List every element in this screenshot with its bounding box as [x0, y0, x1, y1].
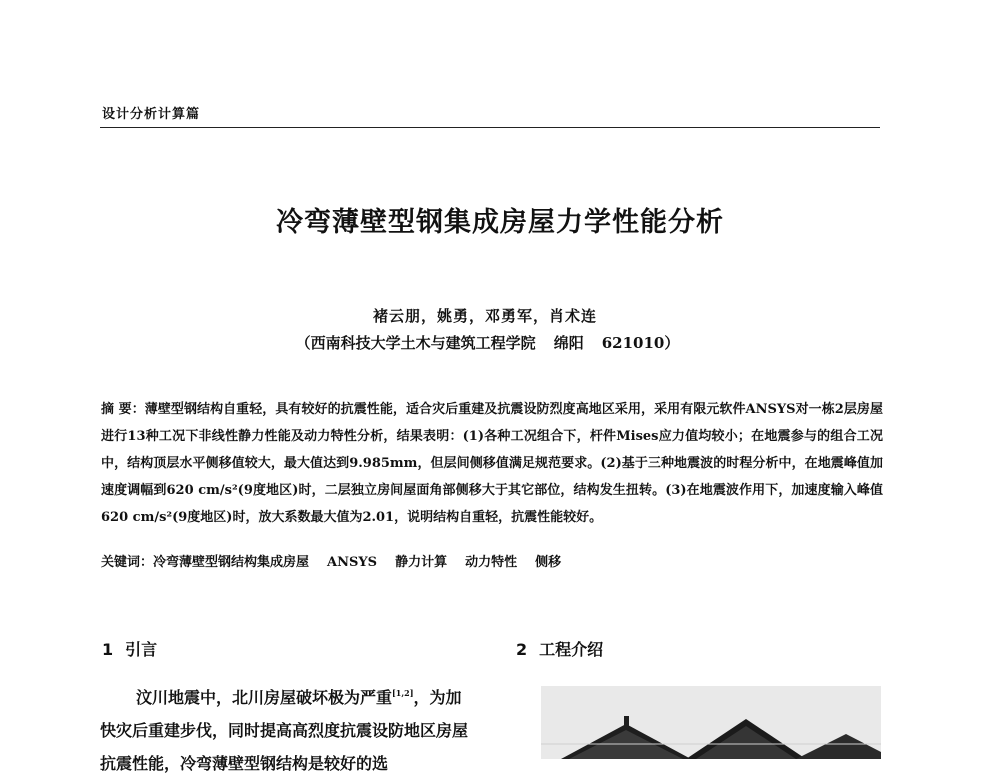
intro-paragraph	[100, 677, 472, 780]
affiliation-close-paren: ）	[664, 334, 680, 352]
running-head: 设计分析计算篇	[102, 107, 201, 122]
affiliation-zip: 621010	[601, 334, 665, 352]
citation-marker: [1,2]	[392, 688, 414, 698]
keyword-item: 动力特性	[465, 555, 518, 570]
keyword-item: 静力计算	[395, 555, 448, 570]
header-rule	[100, 127, 880, 128]
keyword-item: ANSYS	[327, 555, 378, 570]
paper-title: 冷弯薄壁型钢集成房屋力学性能分析	[276, 207, 724, 238]
abstract-text: 薄壁型钢结构自重轻，具有较好的抗震性能，适合灾后重建及抗震设防烈度高地区采用，采用有限元软件ANSYS对一栋2层房屋进行13种工况下非线性静力性能及动力特性分析，结果表明：(1)各种工况组合下，杆件Mises应力值均较小；在地震参与的组合工况中，结构顶层水平侧移值较大，最大值达到9.985mm，但层间侧移值满足规范要求。(2)基于三种地震波的时程分析中，在地震峰值加速度调幅到620 cm/s²(9度地区)时，二层独立房间屋面角部侧移大于其它部位，结构发生扭转。(3)在地震波作用下，加速度输入峰值620 cm/s²(9度地区)时，放大系数最大值为2.01，说明结构自重轻，抗震性能较好。	[101, 402, 883, 525]
intro-text-part2: ，为加快灾后重建步伐，同时提高高烈度抗震设防地区房屋抗震性能，冷弯薄壁型钢结构是较好的选	[100, 688, 469, 773]
author-list: 褚云朋，姚勇，邓勇军，肖术连	[372, 307, 597, 325]
section-heading-introduction	[102, 637, 157, 660]
abstract-label: 摘 要：	[101, 402, 145, 417]
affiliation	[0, 332, 975, 353]
keywords	[101, 551, 883, 570]
keyword-item: 侧移	[535, 555, 562, 570]
section-heading-project	[516, 637, 603, 660]
building-photo	[541, 686, 881, 759]
section-number: 2	[516, 640, 528, 659]
section-title: 工程介绍	[539, 640, 604, 659]
affiliation-open-paren: （	[295, 334, 311, 352]
keyword-item: 冷弯薄壁型钢结构集成房屋	[153, 555, 310, 570]
affiliation-city: 绵阳	[553, 334, 584, 352]
intro-text-part1: 汶川地震中，北川房屋破坏极为严重	[136, 688, 393, 707]
section-number: 1	[102, 640, 114, 659]
abstract	[101, 396, 883, 531]
house-roofs-image	[541, 686, 881, 759]
keywords-label: 关键词：	[101, 555, 154, 570]
section-title: 引言	[125, 640, 158, 659]
affiliation-institution: 西南科技大学土木与建筑工程学院	[310, 334, 536, 352]
